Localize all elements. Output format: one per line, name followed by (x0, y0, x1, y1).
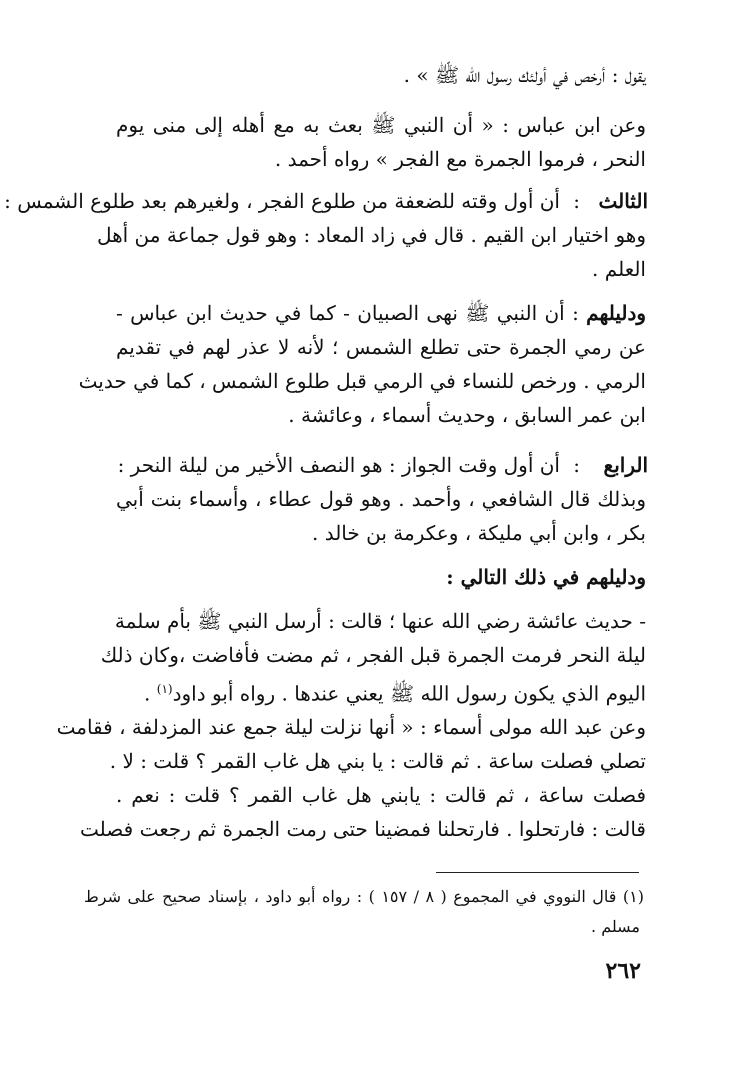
section-colon: : (573, 453, 580, 477)
section-label-fourth: الرابع (603, 453, 648, 477)
text-line (116, 296, 646, 330)
section-colon: : (573, 189, 580, 213)
text-line: العلم . (592, 257, 646, 281)
footnote-ref: (١) (156, 682, 173, 696)
text-line: ليلة النحر فرمت الجمرة قبل الفجر ، ثم مضت فأفاضت ،وكان ذلك (100, 643, 646, 667)
footnote-line: مسلم . (591, 917, 640, 936)
text-line: قالت : فارتحلوا . فارتحلنا فمضينا حتى رمت الجمرة ثم رجعت فصلت (80, 817, 646, 841)
text-line: وعن ابن عباس : « أن النبي ﷺ بعث به مع أهله إلى منى يوم (116, 113, 646, 137)
footnote-line: (١) قال النووي في المجموع ( ٨ / ١٥٧ ) : رواه أبو داود ، بإسناد صحيح على شرط (84, 887, 645, 906)
text-line: يقول : أرخص في أولئك رسول الله ﷺ » . (403, 63, 646, 87)
text-line: - حديث عائشة رضي الله عنها ؛ قالت : أرسل النبي ﷺ بأم سلمة (114, 609, 646, 633)
text-line: الرمي . ورخص للنساء في الرمي قبل طلوع الشمس ، كما في حديث (78, 369, 646, 393)
text-line: وبذلك قال الشافعي ، وأحمد . وهو قول عطاء ، وأسماء بنت أبي (116, 487, 646, 511)
section-label-third: الثالث (598, 189, 648, 213)
text-line: عن رمي الجمرة حتى تطلع الشمس ؛ لأنه لا عذر لهم في تقديم (116, 335, 646, 359)
evidence-text: : أن النبي ﷺ نهى الصبيان - كما في حديث ابن عباس - (116, 301, 579, 325)
evidence-label: ودليلهم (586, 301, 647, 325)
footnote-divider (436, 872, 639, 873)
text-line: فصلت ساعة ، ثم قالت : يابني هل غاب القمر ؟ قلت : نعم . (116, 783, 646, 807)
text-line: أن أول وقت الجواز : هو النصف الأخير من ليلة النحر : (117, 453, 560, 477)
text-line: ابن عمر السابق ، وحديث أسماء ، وعائشة . (288, 403, 646, 427)
text-line: تصلي فصلت ساعة . ثم قالت : يا بني هل غاب القمر ؟ قلت : لا . (109, 749, 646, 773)
text-line: أن أول وقته للضعفة من طلوع الفجر ، ولغيرهم بعد طلوع الشمس : (4, 189, 560, 213)
text-line: اليوم الذي يكون رسول الله ﷺ يعني عندها . رواه أبو داود$^{(١)}$ . (144, 681, 646, 706)
text-line: وعن عبد الله مولى أسماء : « أنها نزلت ليلة جمع عند المزدلفة ، فقامت (56, 715, 646, 739)
page-number: ٢٦٢ (605, 958, 641, 984)
text-line: النحر ، فرموا الجمرة مع الفجر » رواه أحمد . (274, 147, 646, 171)
text-line: وهو اختيار ابن القيم . قال في زاد المعاد : وهو قول جماعة من أهل (96, 223, 646, 247)
text-line: بكر ، وابن أبي مليكة ، وعكرمة بن خالد . (311, 521, 646, 545)
section-heading: ودليلهم في ذلك التالي : (446, 565, 646, 589)
